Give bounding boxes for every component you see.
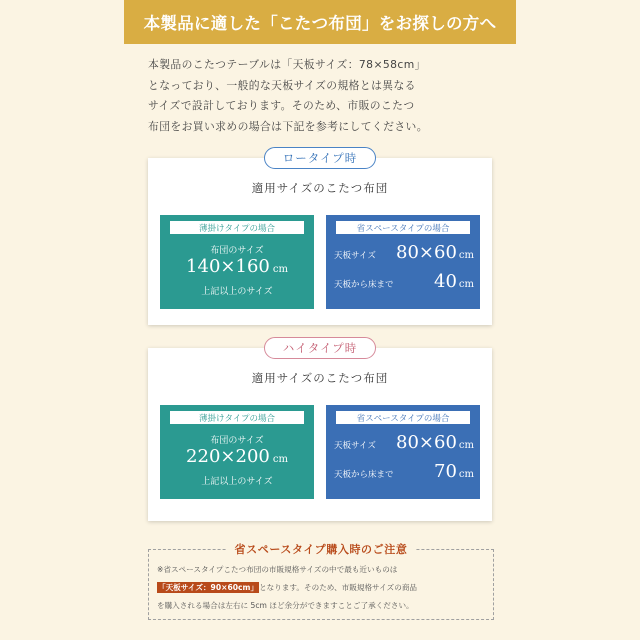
high-top-size-value: [396, 432, 474, 453]
high-height-number: 70: [434, 461, 457, 482]
note-highlight: 「天板サイズ：90×60cm」: [158, 583, 259, 592]
high-height-unit: cm: [458, 469, 474, 480]
high-thin-type-box: [160, 405, 314, 499]
low-futon-size-unit: cm: [272, 264, 288, 275]
high-futon-size-unit: cm: [272, 454, 288, 465]
low-thin-type-box: [160, 215, 314, 309]
high-thin-type-label: 薄掛けタイプの場合: [170, 411, 304, 424]
low-height-row: [334, 271, 474, 295]
note-line: [157, 579, 487, 597]
high-top-size-number: 80×60: [396, 432, 457, 453]
low-height-number: 40: [434, 271, 457, 292]
low-height-value: [434, 271, 474, 292]
purchase-note-box: [148, 543, 494, 620]
high-futon-size-label: 布団のサイズ: [210, 436, 264, 446]
high-type-pill: ハイタイプ時: [264, 337, 376, 359]
high-height-label: 天板から床まで: [334, 470, 394, 480]
low-thin-type-label: 薄掛けタイプの場合: [170, 221, 304, 234]
high-height-row: [334, 461, 474, 485]
high-space-type-box: [326, 405, 480, 499]
high-futon-size-value: [160, 446, 314, 467]
note-line-rest: となります。そのため、市販規格サイズの商品: [259, 583, 418, 592]
high-height-value: [434, 461, 474, 482]
low-type-card: [148, 151, 492, 325]
low-space-type-box: [326, 215, 480, 309]
high-space-type-label: 省スペースタイプの場合: [336, 411, 470, 424]
low-height-label: 天板から床まで: [334, 280, 394, 290]
high-futon-size-number: 220×200: [186, 446, 270, 467]
high-type-subtitle: 適用サイズのこたつ布団: [251, 371, 389, 385]
high-top-size-label: 天板サイズ: [334, 441, 376, 451]
intro-line: サイズで設計しております。そのため、市販のこたつ: [148, 99, 415, 112]
high-top-size-unit: cm: [458, 440, 474, 451]
low-height-unit: cm: [458, 279, 474, 290]
low-top-size-unit: cm: [458, 250, 474, 261]
low-top-size-value: [396, 242, 474, 263]
low-top-size-row: [334, 242, 474, 266]
low-futon-size-number: 140×160: [186, 256, 270, 277]
intro-text: [148, 55, 498, 137]
low-space-type-label: 省スペースタイプの場合: [336, 221, 470, 234]
low-futon-size-note: 上記以上のサイズ: [201, 287, 273, 297]
high-top-size-row: [334, 432, 474, 456]
banner-title: 本製品に適した「こたつ布団」をお探しの方へ: [143, 14, 497, 33]
low-futon-size-value: [160, 256, 314, 277]
low-futon-size-label: 布団のサイズ: [210, 246, 264, 256]
low-top-size-number: 80×60: [396, 242, 457, 263]
high-type-card: [148, 341, 492, 521]
low-type-pill: ロータイプ時: [264, 147, 376, 169]
note-line: ※省スペースタイプこたつ布団の市販規格サイズの中で最も近いものは: [157, 565, 398, 574]
high-futon-size-note: 上記以上のサイズ: [201, 477, 273, 487]
purchase-note-body: [157, 561, 487, 615]
intro-line: 布団をお買い求めの場合は下記を参考にしてください。: [148, 119, 428, 133]
purchase-note-title: 省スペースタイプ購入時のご注意: [227, 541, 416, 557]
page-banner: [124, 0, 516, 44]
low-type-subtitle: 適用サイズのこたつ布団: [251, 181, 389, 195]
intro-line: となっており、一般的な天板サイズの規格とは異なる: [148, 78, 416, 92]
intro-line: 本製品のこたつテーブルは「天板サイズ：78×58cm」: [148, 58, 426, 71]
note-line: を購入される場合は左右に 5cm ほど余分ができますことご了承ください。: [157, 601, 414, 610]
low-top-size-label: 天板サイズ: [334, 251, 376, 261]
